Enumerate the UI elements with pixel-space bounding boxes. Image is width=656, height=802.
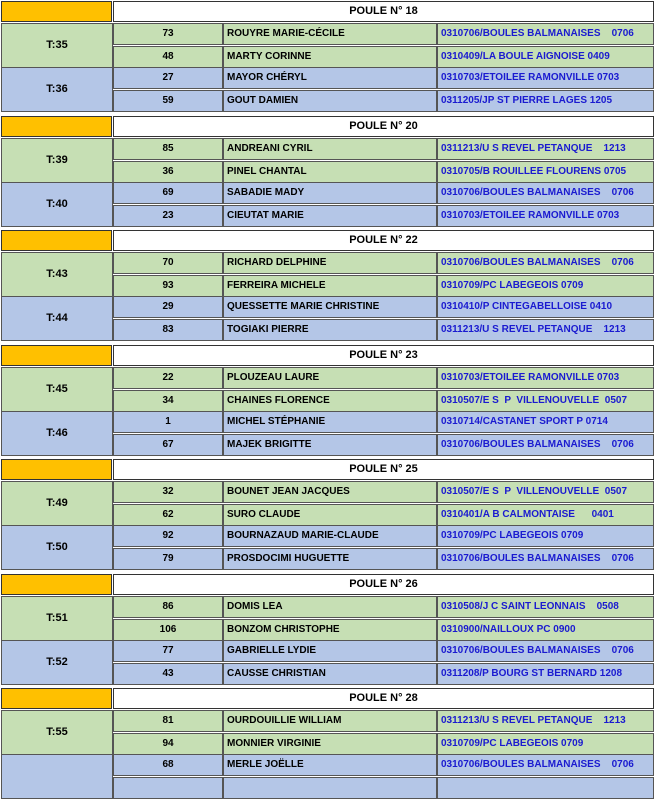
player-club: 0310709/PC LABEGEOIS 0709 [437,525,654,547]
player-row [113,182,654,204]
player-number: 70 [113,252,223,274]
player-row [113,46,654,68]
player-row [113,67,654,89]
player-name: MAJEK BRIGITTE [223,434,437,456]
player-club: 0310706/BOULES BALMANAISES 0706 [437,23,654,45]
player-club: 0310900/NAILLOUX PC 0900 [437,619,654,641]
team-block [0,754,656,799]
player-club: 0311213/U S REVEL PETANQUE 1213 [437,710,654,732]
team-block [0,525,656,570]
player-name: TOGIAKI PIERRE [223,319,437,341]
poule-color-block [1,574,112,595]
player-number: 85 [113,138,223,160]
player-club: 0310703/ETOILEE RAMONVILLE 0703 [437,67,654,89]
team-label: T:51 [1,596,113,641]
player-club: 0310706/BOULES BALMANAISES 0706 [437,182,654,204]
player-club: 0311213/U S REVEL PETANQUE 1213 [437,319,654,341]
player-name: BONZOM CHRISTOPHE [223,619,437,641]
team-block [0,182,656,227]
player-club: 0310714/CASTANET SPORT P 0714 [437,411,654,433]
player-name: BOUNET JEAN JACQUES [223,481,437,503]
player-club: 0310709/PC LABEGEOIS 0709 [437,275,654,297]
team-label: T:43 [1,252,113,297]
team-label: T:52 [1,640,113,685]
player-club: 0310706/BOULES BALMANAISES 0706 [437,640,654,662]
player-number: 36 [113,161,223,183]
poule-color-block [1,230,112,251]
player-club: 0310508/J C SAINT LEONNAIS 0508 [437,596,654,618]
player-club: 0310706/BOULES BALMANAISES 0706 [437,754,654,776]
player-number: 29 [113,296,223,318]
player-row [113,275,654,297]
player-row [113,161,654,183]
player-number: 67 [113,434,223,456]
poule-group [0,458,656,570]
player-number: 32 [113,481,223,503]
player-name: CAUSSE CHRISTIAN [223,663,437,685]
team-block [0,252,656,297]
team-block [0,67,656,112]
player-name: MONNIER VIRGINIE [223,733,437,755]
poule-title: POULE N° 28 [113,688,654,709]
poule-color-block [1,459,112,480]
team-label: T:36 [1,67,113,112]
player-row [113,596,654,618]
player-club: 0310410/P CINTEGABELLOISE 0410 [437,296,654,318]
team-block [0,411,656,456]
player-number: 73 [113,23,223,45]
player-name: MICHEL STÉPHANIE [223,411,437,433]
poule-group [0,344,656,456]
player-club: 0310706/BOULES BALMANAISES 0706 [437,548,654,570]
player-row [113,754,654,776]
player-number: 83 [113,319,223,341]
team-block [0,481,656,526]
player-name: MAYOR CHÉRYL [223,67,437,89]
player-number: 59 [113,90,223,112]
player-number: 81 [113,710,223,732]
player-name: CIEUTAT MARIE [223,205,437,227]
player-number: 106 [113,619,223,641]
player-name: FERREIRA MICHELE [223,275,437,297]
player-row [113,640,654,662]
player-name: MERLE JOËLLE [223,754,437,776]
team-label: T:49 [1,481,113,526]
team-block [0,710,656,755]
player-row [113,434,654,456]
player-club: 0310709/PC LABEGEOIS 0709 [437,733,654,755]
team-block [0,296,656,341]
player-club: 0310409/LA BOULE AIGNOISE 0409 [437,46,654,68]
player-number: 93 [113,275,223,297]
team-label: T:35 [1,23,113,68]
player-number: 1 [113,411,223,433]
poule-header [0,344,656,366]
player-row [113,23,654,45]
player-club: 0310705/B ROUILLEE FLOURENS 0705 [437,161,654,183]
player-row [113,90,654,112]
player-name: QUESSETTE MARIE CHRISTINE [223,296,437,318]
team-label: T:55 [1,710,113,755]
player-number: 27 [113,67,223,89]
poule-group [0,115,656,227]
player-number: 86 [113,596,223,618]
team-label: T:44 [1,296,113,341]
player-name: PROSDOCIMI HUGUETTE [223,548,437,570]
player-name: BOURNAZAUD MARIE-CLAUDE [223,525,437,547]
team-label: T:46 [1,411,113,456]
poule-group [0,229,656,341]
poule-color-block [1,688,112,709]
player-number: 94 [113,733,223,755]
player-number: 22 [113,367,223,389]
player-name: OURDOUILLIE WILLIAM [223,710,437,732]
player-name: PINEL CHANTAL [223,161,437,183]
poule-color-block [1,345,112,366]
player-name [223,777,437,799]
team-block [0,367,656,412]
poule-title: POULE N° 25 [113,459,654,480]
team-block [0,596,656,641]
player-club: 0310401/A B CALMONTAISE 0401 [437,504,654,526]
player-name: DOMIS LEA [223,596,437,618]
player-name: GABRIELLE LYDIE [223,640,437,662]
player-name: SABADIE MADY [223,182,437,204]
player-club: 0310703/ETOILEE RAMONVILLE 0703 [437,205,654,227]
player-club: 0310703/ETOILEE RAMONVILLE 0703 [437,367,654,389]
team-label [1,754,113,799]
team-block [0,640,656,685]
player-name: PLOUZEAU LAURE [223,367,437,389]
player-number: 79 [113,548,223,570]
player-number: 68 [113,754,223,776]
player-number: 69 [113,182,223,204]
player-number: 23 [113,205,223,227]
player-row [113,733,654,755]
player-row [113,411,654,433]
player-club [437,777,654,799]
player-row [113,619,654,641]
player-club: 0310706/BOULES BALMANAISES 0706 [437,434,654,456]
poule-title: POULE N° 18 [113,1,654,22]
player-number: 92 [113,525,223,547]
poule-group [0,0,656,112]
player-club: 0310507/E S P VILLENOUVELLE 0507 [437,390,654,412]
player-row [113,504,654,526]
player-row [113,525,654,547]
poule-group [0,687,656,799]
player-club: 0311208/P BOURG ST BERNARD 1208 [437,663,654,685]
team-label: T:40 [1,182,113,227]
player-number: 77 [113,640,223,662]
player-row [113,548,654,570]
poule-header [0,458,656,480]
team-label: T:50 [1,525,113,570]
player-row [113,319,654,341]
poule-header [0,229,656,251]
player-row [113,367,654,389]
player-name: ROUYRE MARIE-CÉCILE [223,23,437,45]
team-block [0,138,656,183]
player-row [113,481,654,503]
player-name: CHAINES FLORENCE [223,390,437,412]
player-name: SURO CLAUDE [223,504,437,526]
poule-title: POULE N° 26 [113,574,654,595]
player-number: 62 [113,504,223,526]
poule-group [0,573,656,685]
player-row [113,663,654,685]
player-club: 0311205/JP ST PIERRE LAGES 1205 [437,90,654,112]
team-label: T:39 [1,138,113,183]
player-row [113,296,654,318]
poule-header [0,573,656,595]
player-row [113,390,654,412]
poule-header [0,115,656,137]
team-block [0,23,656,68]
player-number: 34 [113,390,223,412]
player-row [113,205,654,227]
player-name: GOUT DAMIEN [223,90,437,112]
player-club: 0310706/BOULES BALMANAISES 0706 [437,252,654,274]
poule-header [0,0,656,22]
poule-title: POULE N° 22 [113,230,654,251]
player-row [113,252,654,274]
poule-color-block [1,116,112,137]
player-number: 43 [113,663,223,685]
player-number [113,777,223,799]
team-label: T:45 [1,367,113,412]
player-club: 0311213/U S REVEL PETANQUE 1213 [437,138,654,160]
player-club: 0310507/E S P VILLENOUVELLE 0507 [437,481,654,503]
player-name: ANDREANI CYRIL [223,138,437,160]
player-row [113,138,654,160]
poule-title: POULE N° 20 [113,116,654,137]
player-number: 48 [113,46,223,68]
player-name: RICHARD DELPHINE [223,252,437,274]
poule-header [0,687,656,709]
poule-color-block [1,1,112,22]
player-name: MARTY CORINNE [223,46,437,68]
poule-title: POULE N° 23 [113,345,654,366]
player-row [113,710,654,732]
player-row [113,777,654,799]
